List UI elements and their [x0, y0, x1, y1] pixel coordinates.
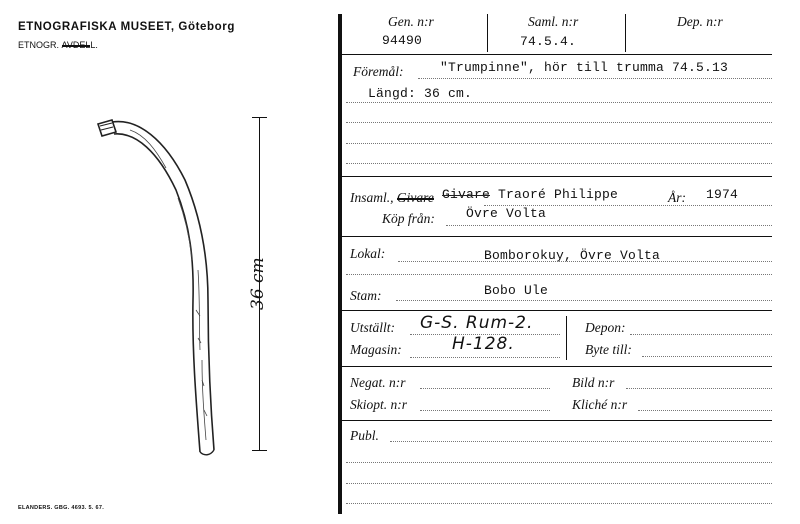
byte-dots: [642, 356, 772, 357]
publ-dots-3: [346, 483, 772, 484]
department-struck-text: AVDEL: [61, 40, 91, 50]
kop-dots: [446, 225, 772, 226]
magasin-value: H-128.: [452, 334, 515, 354]
utstallt-value: G-S. Rum-2.: [420, 313, 534, 333]
kop-fran-value: Övre Volta: [466, 206, 547, 221]
ar-label: År:: [668, 190, 686, 205]
ar-value: 1974: [706, 187, 739, 202]
placering-bottom-rule: [340, 366, 772, 367]
depon-dots: [630, 334, 772, 335]
lokal-dots-2: [346, 274, 772, 275]
skiopt-label: Skiopt. n:r: [350, 397, 407, 412]
insaml-label-text: Insaml.,: [350, 190, 394, 205]
drumstick-sketch-icon: [90, 110, 240, 470]
foremal-dots-5: [346, 163, 772, 164]
insaml-value-line: [442, 187, 618, 202]
department-suffix: L.: [90, 40, 98, 50]
lokal-label: Lokal:: [350, 246, 386, 261]
magasin-dots: [410, 357, 560, 358]
museum-name: ETNOGRAFISKA MUSEET, Göteborg: [18, 21, 235, 33]
foremal-dots-4: [346, 143, 772, 144]
gen-number-value: 94490: [382, 33, 423, 48]
foremal-dots-1: [418, 78, 772, 79]
stam-dots: [396, 300, 772, 301]
givare-struck-label: Givare: [396, 190, 434, 205]
foremal-label: Föremål:: [353, 64, 404, 79]
saml-number-label: Saml. n:r: [528, 14, 579, 29]
stam-value: Bobo Ule: [484, 283, 549, 298]
foremal-dots-3: [346, 122, 772, 123]
publ-dots-4: [346, 503, 772, 504]
byte-till-label: Byte till:: [585, 342, 632, 357]
foremal-bottom-rule: [340, 176, 772, 177]
saml-number-value: 74.5.4.: [520, 34, 577, 49]
negat-label: Negat. n:r: [350, 375, 406, 390]
foremal-line-1: "Trumpinne", hör till trumma 74.5.13: [440, 60, 729, 75]
kop-fran-label: Köp från:: [382, 211, 435, 226]
dimension-tick-bottom: [252, 450, 267, 451]
magasin-label: Magasin:: [350, 342, 402, 357]
insaml-value: Traoré Philippe: [498, 187, 619, 202]
gen-number-label: Gen. n:r: [388, 14, 434, 29]
printer-line: ELANDERS. GBG. 4693. 5. 67.: [18, 505, 105, 511]
lokal-dots-1: [398, 261, 772, 262]
skiopt-dots: [420, 410, 550, 411]
card-border: [338, 14, 342, 514]
placering-divider: [566, 316, 567, 360]
cliche-dots: [638, 410, 772, 411]
bild-dots: [626, 388, 772, 389]
insaml-label: [350, 190, 434, 206]
depon-label: Depon:: [585, 320, 626, 335]
publ-dots-2: [346, 462, 772, 463]
header-divider-2: [625, 14, 626, 52]
utstallt-label: Utställt:: [350, 320, 396, 335]
dimension-tick-top: [252, 117, 267, 118]
department-prefix: ETNOGR.: [18, 40, 60, 50]
header-bottom-rule: [340, 54, 772, 55]
givare-stamp-struck: Givare: [442, 187, 491, 202]
publ-label: Publ.: [350, 428, 379, 443]
foto-bottom-rule: [340, 420, 772, 421]
bild-label: Bild n:r: [572, 375, 615, 390]
dep-number-label: Dep. n:r: [677, 14, 723, 29]
stam-bottom-rule: [340, 310, 772, 311]
header-divider-1: [487, 14, 488, 52]
foremal-line-2: Längd: 36 cm.: [368, 86, 473, 101]
foremal-dots-2: [346, 102, 772, 103]
stam-label: Stam:: [350, 288, 382, 303]
negat-dots: [420, 388, 550, 389]
publ-dots-1: [390, 441, 772, 442]
department-line: [18, 40, 98, 50]
lokal-value: Bomborokuy, Övre Volta: [484, 248, 661, 263]
cliche-label: Kliché n:r: [572, 397, 628, 412]
insaml-bottom-rule: [340, 236, 772, 237]
dimension-label: 36 cm: [248, 257, 268, 310]
